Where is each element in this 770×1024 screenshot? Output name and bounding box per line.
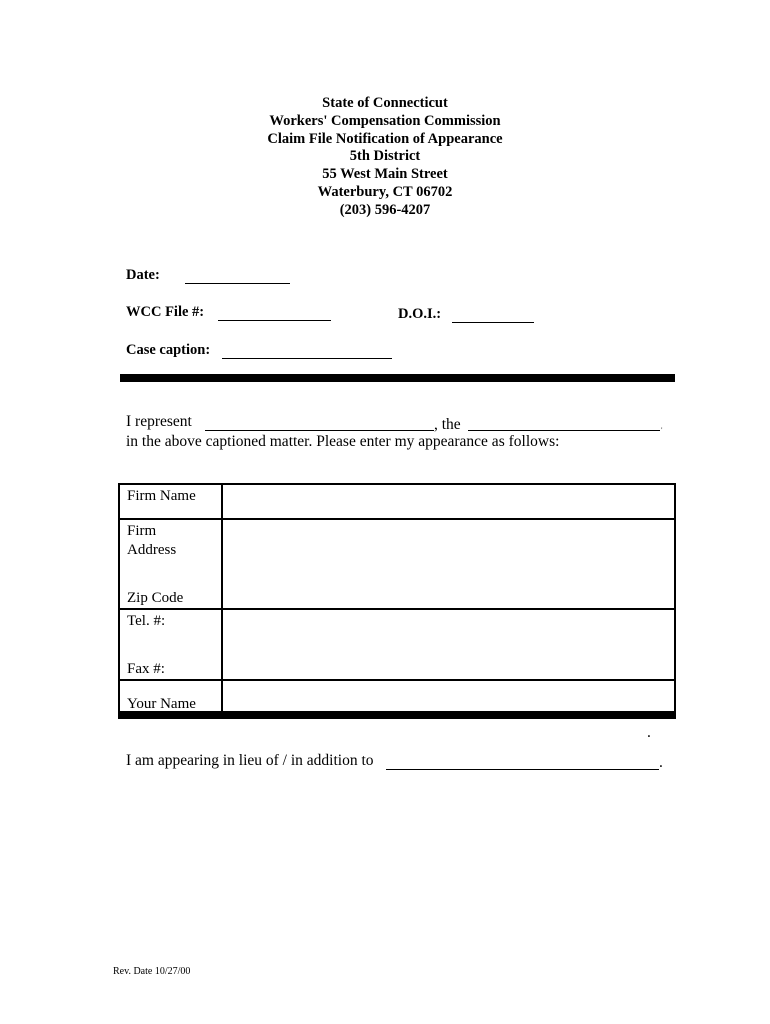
wcc-file-field[interactable] [218, 320, 331, 321]
form-header [185, 95, 585, 220]
firm-label: Firm [127, 523, 157, 539]
firm-address-row [119, 519, 675, 609]
address-label: Address [127, 541, 177, 558]
header-line-commission: Workers' Compensation Commission [269, 112, 501, 129]
stray-dot: . [647, 724, 651, 741]
case-caption-label: Case caption: [126, 342, 211, 358]
tel-label: Tel. #: [127, 612, 166, 629]
revision-date: Rev. Date 10/27/00 [113, 966, 191, 977]
zip-code-label: Zip Code [127, 590, 184, 606]
represent-the: , the [434, 416, 461, 433]
represent-intro: I represent [126, 413, 192, 430]
firm-address-label-cell [119, 519, 222, 609]
section-divider [120, 374, 675, 382]
date-label: Date: [126, 267, 160, 283]
firm-name-field[interactable] [222, 484, 675, 519]
party-role-field[interactable] [468, 430, 660, 431]
represent-line2: in the above captioned matter. Please enter my appearance as follows: [126, 433, 560, 450]
firm-name-row [119, 484, 675, 519]
header-line-street: 55 West Main Street [322, 166, 448, 183]
appearing-end: . [659, 754, 663, 771]
header-line-phone: (203) 596-4207 [339, 201, 431, 218]
firm-info-table [118, 483, 676, 719]
wcc-file-label: WCC File #: [126, 304, 205, 320]
phone-row [119, 609, 675, 680]
firm-name-label: Firm Name [119, 484, 222, 519]
header-line-district: 5th District [349, 148, 421, 165]
doi-field[interactable] [452, 322, 534, 323]
phone-label-cell [119, 609, 222, 680]
header-line-city: Waterbury, CT 06702 [317, 183, 453, 200]
appearing-attorney-field[interactable] [386, 769, 659, 770]
table-bottom-bar [119, 711, 676, 719]
fax-label: Fax #: [127, 661, 165, 677]
header-line-state: State of Connecticut [322, 95, 448, 111]
firm-address-field[interactable] [222, 519, 675, 609]
your-name-label: Your Name [119, 680, 222, 718]
doi-label: D.O.I.: [398, 306, 442, 322]
appearing-text: I am appearing in lieu of / in addition to [126, 752, 374, 769]
represent-comma: , [661, 424, 663, 430]
phone-field[interactable] [222, 609, 675, 680]
date-field[interactable] [185, 283, 290, 284]
represented-party-field[interactable] [205, 430, 434, 431]
header-line-form-title: Claim File Notification of Appearance [267, 130, 503, 147]
case-caption-field[interactable] [222, 358, 392, 359]
